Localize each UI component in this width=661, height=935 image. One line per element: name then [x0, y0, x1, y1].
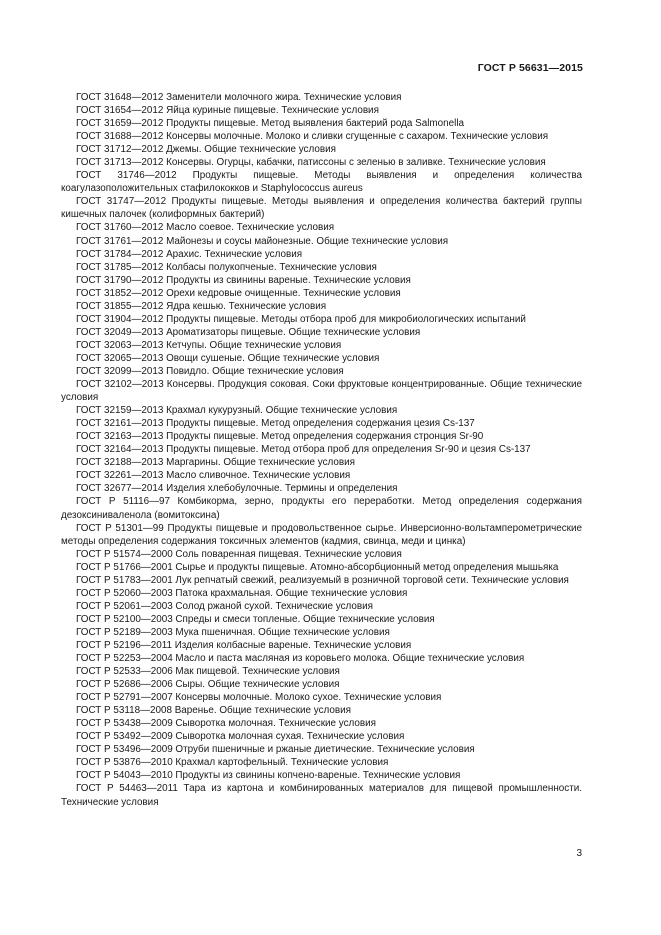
reference-entry: ГОСТ Р 53492—2009 Сыворотка молочная сухая. Технические условия [76, 731, 405, 743]
reference-entry: ГОСТ Р 52061—2003 Солод ржаной сухой. Технические условия [76, 600, 374, 612]
reference-entry: ГОСТ 31688—2012 Консервы молочные. Молоко и сливки сгущенные с сахаром. Технические условия [76, 131, 549, 143]
reference-entry: ГОСТ Р 52060—2003 Патока крахмальная. Общие технические условия [76, 587, 408, 599]
reference-entry: ГОСТ 31855—2012 Ядра кешью. Технические условия [76, 300, 327, 312]
reference-entry: ГОСТ Р 54463—2011 Тара из картона и комбинированных материалов для пищевой промышленности. Технические условия [61, 783, 582, 808]
reference-entry: ГОСТ Р 52533—2006 Мак пищевой. Технические условия [76, 666, 340, 678]
reference-entry: ГОСТ 31648—2012 Заменители молочного жира. Технические условия [76, 92, 402, 103]
reference-entry: ГОСТ 31659—2012 Продукты пищевые. Метод выявления бактерий рода Salmonella [76, 118, 465, 130]
page-number: 3 [576, 848, 582, 859]
reference-entry: ГОСТ Р 52686—2006 Сыры. Общие технические условия [76, 679, 340, 691]
reference-entry: ГОСТ Р 53438—2009 Сыворотка молочная. Технические условия [76, 718, 377, 730]
reference-entry: ГОСТ 32163—2013 Продукты пищевые. Метод определения содержания стронция Sr-90 [76, 431, 484, 443]
reference-entry: ГОСТ 32063—2013 Кетчупы. Общие технические условия [76, 339, 342, 351]
reference-entry: ГОСТ Р 52196—2011 Изделия колбасные вареные. Технические условия [76, 639, 412, 651]
reference-entry: ГОСТ 31760—2012 Масло соевое. Технические условия [76, 222, 335, 234]
reference-entry: ГОСТ 31761—2012 Майонезы и соусы майонезные. Общие технические условия [76, 235, 449, 247]
reference-entry: ГОСТ Р 52253—2004 Масло и паста масляная из коровьего молока. Общие технические условия [76, 653, 525, 665]
reference-entry: ГОСТ Р 51301—99 Продукты пищевые и продовольственное сырье. Инверсионно-вольтамперометрические методы определения содержания токсичных элементов (кадмия, свинца, меди и цинка) [61, 522, 582, 547]
reference-entry: ГОСТ 32049—2013 Ароматизаторы пищевые. Общие технические условия [76, 326, 421, 338]
reference-entry: ГОСТ 31784—2012 Арахис. Технические условия [76, 248, 303, 260]
reference-entry: ГОСТ 31712—2012 Джемы. Общие технические условия [76, 144, 336, 156]
reference-entry: ГОСТ Р 51783—2001 Лук репчатый свежий, реализуемый в розничной торговой сети. Технические условия [76, 574, 569, 586]
reference-entry: ГОСТ 31790—2012 Продукты из свинины вареные. Технические условия [76, 274, 411, 286]
reference-entry: ГОСТ 31852—2012 Орехи кедровые очищенные. Технические условия [76, 287, 401, 299]
reference-entry: ГОСТ 32677—2014 Изделия хлебобулочные. Термины и определения [76, 483, 398, 495]
reference-entry: ГОСТ 32164—2013 Продукты пищевые. Метод отбора проб для определения Sr-90 и цезия Cs-137 [76, 444, 531, 456]
reference-entry: ГОСТ 31654—2012 Яйца куриные пищевые. Технические условия [76, 105, 379, 117]
reference-entry: ГОСТ 31713—2012 Консервы. Огурцы, кабачки, патиссоны с зеленью в заливке. Технические условия [76, 157, 546, 169]
standards-reference-list [61, 91, 582, 809]
reference-entry: ГОСТ 32161—2013 Продукты пищевые. Метод определения содержания цезия Cs-137 [76, 418, 475, 430]
reference-entry: ГОСТ Р 51766—2001 Сырье и продукты пищевые. Атомно-абсорбционный метод определения мышьяка [76, 561, 559, 573]
reference-entry: ГОСТ Р 53118—2008 Варенье. Общие технические условия [76, 705, 352, 717]
reference-entry: ГОСТ 31746—2012 Продукты пищевые. Методы выявления и определения количества коагулазоположительных стафилококков и Staphylococcus aureus [61, 170, 582, 195]
reference-entry: ГОСТ 32188—2013 Маргарины. Общие технические условия [76, 457, 356, 469]
reference-entry: ГОСТ Р 53496—2009 Отруби пшеничные и ржаные диетические. Технические условия [76, 744, 475, 756]
reference-entry: ГОСТ 32159—2013 Крахмал кукурузный. Общие технические условия [76, 405, 398, 417]
reference-entry: ГОСТ 31747—2012 Продукты пищевые. Методы выявления и определения количества бактерий группы кишечных палочек (колиформных бактерий) [61, 196, 582, 221]
reference-entry: ГОСТ 32065—2013 Овощи сушеные. Общие технические условия [76, 352, 380, 364]
reference-entry: ГОСТ Р 52189—2003 Мука пшеничная. Общие технические условия [76, 626, 390, 638]
reference-entry: ГОСТ Р 52791—2007 Консервы молочные. Молоко сухое. Технические условия [76, 692, 442, 704]
reference-entry: ГОСТ 32261—2013 Масло сливочное. Технические условия [76, 470, 351, 482]
reference-entry: ГОСТ 31785—2012 Колбасы полукопченые. Технические условия [76, 261, 377, 273]
reference-entry: ГОСТ Р 52100—2003 Спреды и смеси топленые. Общие технические условия [76, 613, 435, 625]
reference-entry: ГОСТ Р 54043—2010 Продукты из свинины копчено-вареные. Технические условия [76, 770, 461, 782]
document-number-header: ГОСТ Р 56631—2015 [477, 62, 583, 74]
reference-entry: ГОСТ Р 53876—2010 Крахмал картофельный. Технические условия [76, 757, 389, 769]
reference-entry: ГОСТ Р 51574—2000 Соль поваренная пищевая. Технические условия [76, 548, 402, 560]
reference-entry: ГОСТ 31904—2012 Продукты пищевые. Методы отбора проб для микробиологических испытаний [76, 313, 526, 325]
reference-entry: ГОСТ 32102—2013 Консервы. Продукция соковая. Соки фруктовые концентрированные. Общие технические условия [61, 379, 582, 404]
reference-entry: ГОСТ 32099—2013 Повидло. Общие технические условия [76, 365, 344, 377]
reference-entry: ГОСТ Р 51116—97 Комбикорма, зерно, продукты его переработки. Метод определения содержания дезоксиниваленола (вомитоксина) [61, 496, 582, 521]
